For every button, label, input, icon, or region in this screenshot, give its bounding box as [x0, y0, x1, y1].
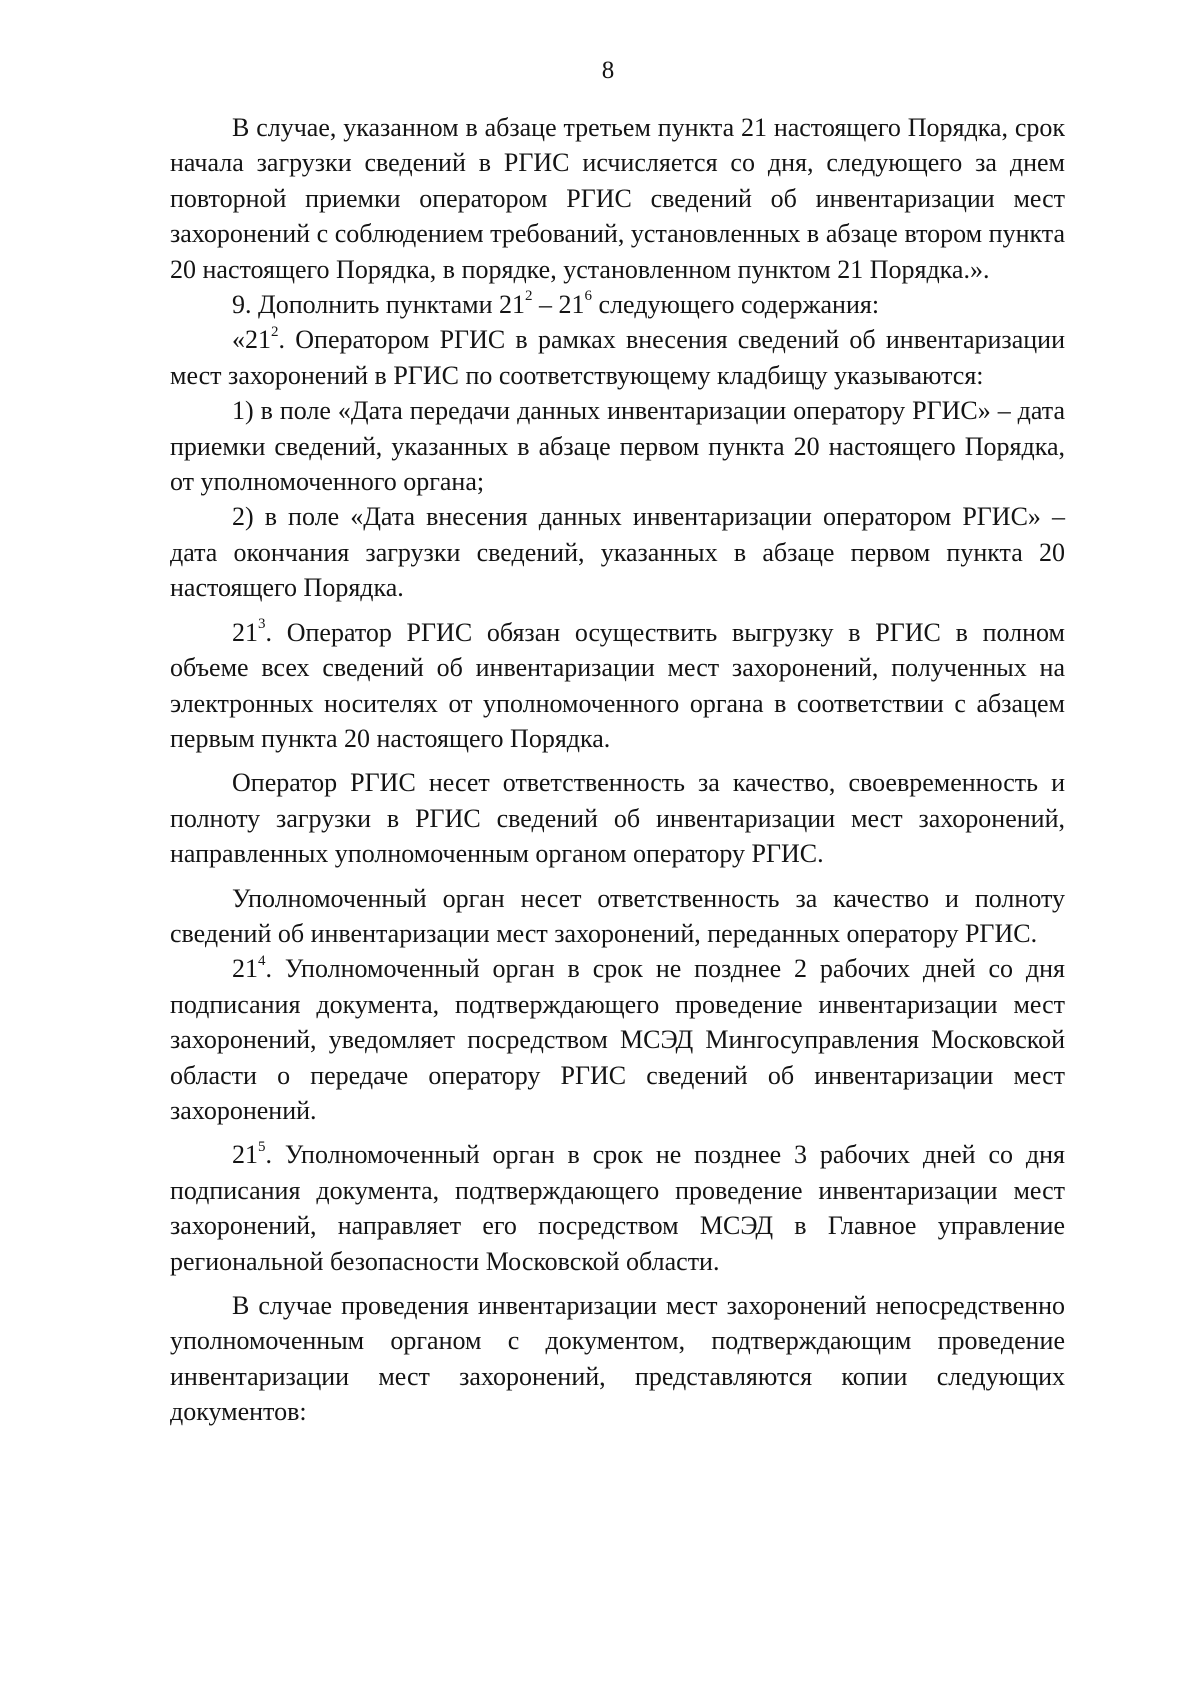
superscript: 4 [258, 952, 266, 969]
paragraph: Уполномоченный орган несет ответственность за качество и полноту сведений об инвентаризации мест захоронений, переданных оператору РГИС. [170, 883, 1065, 948]
paragraph: В случае проведения инвентаризации мест захоронений непосредственно уполномоченным органом с документом, подтверждающим проведение инвентаризации мест захоронений, представляются копии следующих документов: [170, 1291, 1065, 1427]
paragraph: Оператор РГИС несет ответственность за качество, своевременность и полноту загрузки в РГИС сведений об инвентаризации мест захоронений, направленных уполномоченным органом оператору РГИС. [170, 768, 1065, 869]
superscript: 2 [525, 288, 533, 305]
list-item-1: 1) в поле «Дата передачи данных инвентаризации оператору РГИС» – дата приемки сведений, указанных в абзаце первом пункта 20 настоящего Порядка, от уполномоченного органа; [170, 396, 1065, 497]
list-item-2: 2) в поле «Дата внесения данных инвентаризации оператором РГИС» – дата окончания загрузки сведений, указанных в абзаце первом пункта 20 настоящего Порядка. [170, 502, 1065, 603]
paragraph-21-4: $21^4$. Уполномоченный орган в срок не позднее 2 рабочих дней со дня подписания документа, подтверждающего проведение инвентаризации мест захоронений, уведомляет посредством МСЭД Мингосуправления Московской области о передаче оператору РГИС сведений об инвентаризации мест захоронений. [170, 952, 1065, 1125]
superscript: 6 [584, 288, 593, 305]
superscript: 2 [271, 323, 279, 340]
paragraph: В случае, указанном в абзаце третьем пункта 21 настоящего Порядка, срок начала загрузки сведений в РГИС исчисляется со дня, следующего за днем повторной приемки оператором РГИС сведений об инвентаризации мест захоронений с соблюдением требований, установленных в абзаце втором пункта 20 настоящего Порядка, в порядке, установленном пунктом 21 Порядка.». [170, 113, 1065, 284]
superscript: 5 [258, 1138, 266, 1155]
paragraph-amendment-9: 9. Дополнить пунктами $21^2 - 21^6$ следующего содержания: [232, 288, 880, 320]
paragraph-21-2: «$21^2$. Оператором РГИС в рамках внесения сведений об инвентаризации мест захоронений в РГИС по соответствующему кладбищу указываются: [170, 323, 1065, 390]
paragraph-21-5: $21^5$. Уполномоченный орган в срок не позднее 3 рабочих дней со дня подписания документа, подтверждающего проведение инвентаризации мест захоронений, направляет его посредством МСЭД в Главное управление региональной безопасности Московской области. [170, 1138, 1065, 1276]
document-body [170, 110, 1065, 1430]
page-number: 8 [601, 57, 615, 84]
superscript: 3 [258, 616, 266, 633]
paragraph-21-3: $21^3$. Оператор РГИС обязан осуществить выгрузку в РГИС в полном объеме всех сведений об инвентаризации мест захоронений, полученных на электронных носителях от уполномоченного органа в соответствии с абзацем первым пункта 20 настоящего Порядка. [170, 616, 1065, 753]
